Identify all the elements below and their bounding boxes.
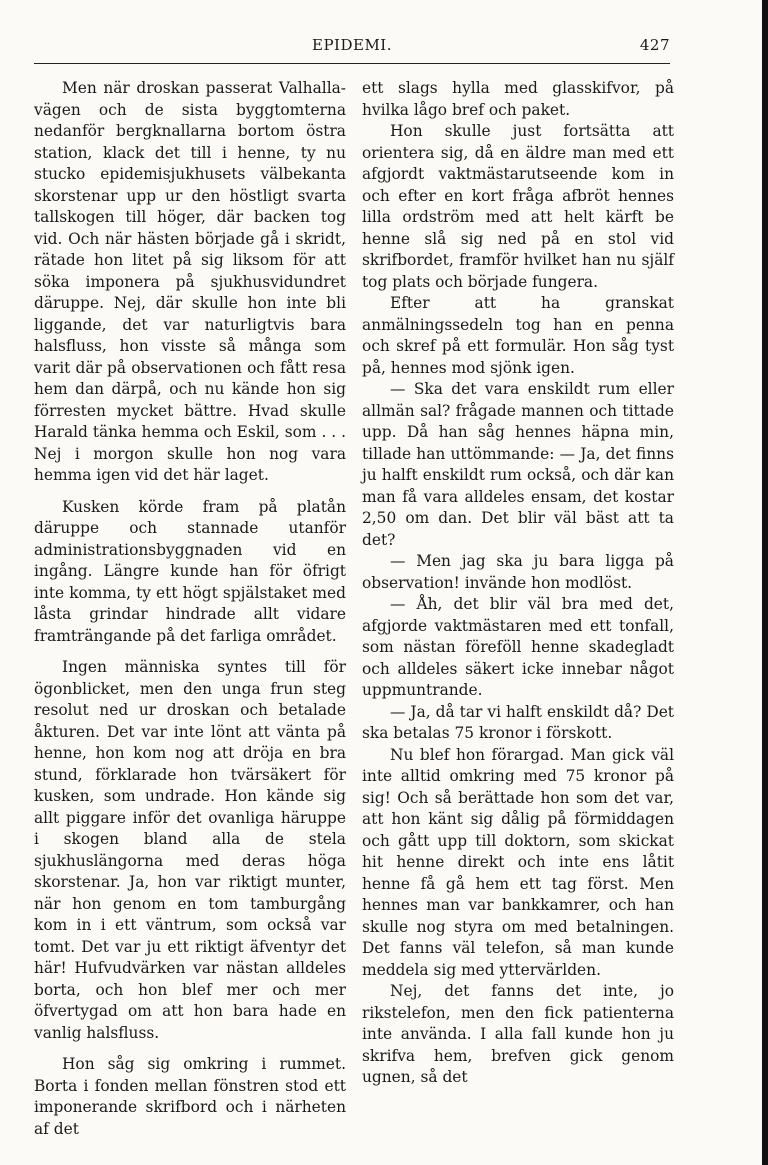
header-rule (34, 63, 670, 64)
paragraph: Men när droskan passerat Valhalla-vägen och de sista byggtomterna nedanför bergknallarna bortom östra station, klack det till i henne, ty nu stucko epidemisjukhusets välbekanta skorstenar upp ur den höstligt svarta tallskogen till höger, där backen tog vid. Och när hästen började gå i skridt, rätade hon litet på sig liksom för att söka imponera på sjukhusvidundret däruppe. Nej, där skulle hon inte bli liggande, det var naturligtvis bara halsfluss, hon visste så många som varit där på observationen och fått resa hem dan därpå, och nu kände hon sig förresten mycket bättre. Hvad skulle Harald tänka hemma och Eskil, som . . . Nej i morgon skulle hon nog vara hemma igen vid det här laget. (34, 79, 346, 484)
paragraph: Hon såg sig omkring i rummet. Borta i fonden mellan fönstren stod ett imponerande skrifbord och i närheten af det (34, 1055, 346, 1138)
left-column (34, 78, 346, 1140)
paragraph: Nej, det fanns det inte, jo rikstelefon, men den fick patienterna inte använda. I alla fall kunde hon ju skrifva hem, brefven gick genom ugnen, så det (362, 982, 674, 1086)
paragraph: — Åh, det blir väl bra med det, afgjorde vaktmästaren med ett tonfall, som nästan föreföll henne skadegladt och alldeles säkert icke innebar något uppmuntrande. (362, 595, 674, 699)
paragraph: Kusken körde fram på platån däruppe och stannade utanför administrationsbyggnaden vid en ingång. Längre kunde han för öfrigt inte komma, ty ett högt spjälstaket med låsta grindar hindrade allt vidare framträngande på det farliga området. (34, 497, 346, 645)
paragraph: — Ska det vara enskildt rum eller allmän sal? frågade mannen och tittade upp. Då han såg hennes häpna min, tillade han uttömmande: — Ja, det finns ju halft enskildt rum också, och där kan man få vara alldeles ensam, det kostar 2,50 om dan. Det blir väl bäst att ta det? (362, 380, 674, 549)
paragraph: — Men jag ska ju bara ligga på observation! invände hon modlöst. (362, 552, 674, 592)
page-number: 427 (639, 36, 670, 54)
running-header (34, 36, 670, 58)
paragraph: Nu blef hon förargad. Man gick väl inte alltid omkring med 75 kronor på sig! Och så berättade hon som det var, att hon känt sig dålig på förmiddagen och gått upp till doktorn, som skickat hit henne direkt och inte ens låtit henne få gå hem ett tag först. Men hennes man var bankkamrer, och han skulle nog styra om med betalningen. Det fanns väl telefon, så man kunde meddela sig med yttervärlden. (362, 745, 674, 979)
page-edge-shadow (762, 0, 768, 1165)
paragraph: Hon skulle just fortsätta att orientera sig, då en äldre man med ett afgjordt vaktmästarutseende kom in och efter en kort fråga afbröt hennes lilla ordström med att helt kärft be henne slå sig ned på en stol vid skrifbordet, framför hvilket han nu själf tog plats och började fungera. (362, 122, 674, 291)
paragraph: ett slags hylla med glasskifvor, på hvilka lågo bref och paket. (362, 79, 674, 119)
chapter-title: EPIDEMI. (312, 36, 392, 54)
right-column (362, 78, 674, 1089)
paragraph: Ingen människa syntes till för ögonblicket, men den unga frun steg resolut ned ur droskan och betalade åkturen. Det var inte lönt att vänta på henne, hon kom nog att dröja en bra stund, förklarade hon tvärsäkert för kusken, som undrade. Hon kände sig allt piggare inför det ovanliga häruppe i skogen bland alla de stela sjukhuslängorna med deras höga skorstenar. Ja, hon var riktigt munter, när hon genom en tom tamburgång kom in i ett väntrum, som också var tomt. Det var ju ett riktigt äfventyr det här! Hufvudvärken var nästan alldeles borta, och hon blef mer och mer öfvertygad om att hon bara hade en vanlig halsfluss. (34, 658, 346, 1042)
paragraph: — Ja, då tar vi halft enskildt då? Det ska betalas 75 kronor i förskott. (362, 702, 674, 742)
paragraph: Efter att ha granskat anmälningssedeln tog han en penna och skref på ett formulär. Hon såg tyst på, hennes mod sjönk igen. (362, 294, 674, 377)
